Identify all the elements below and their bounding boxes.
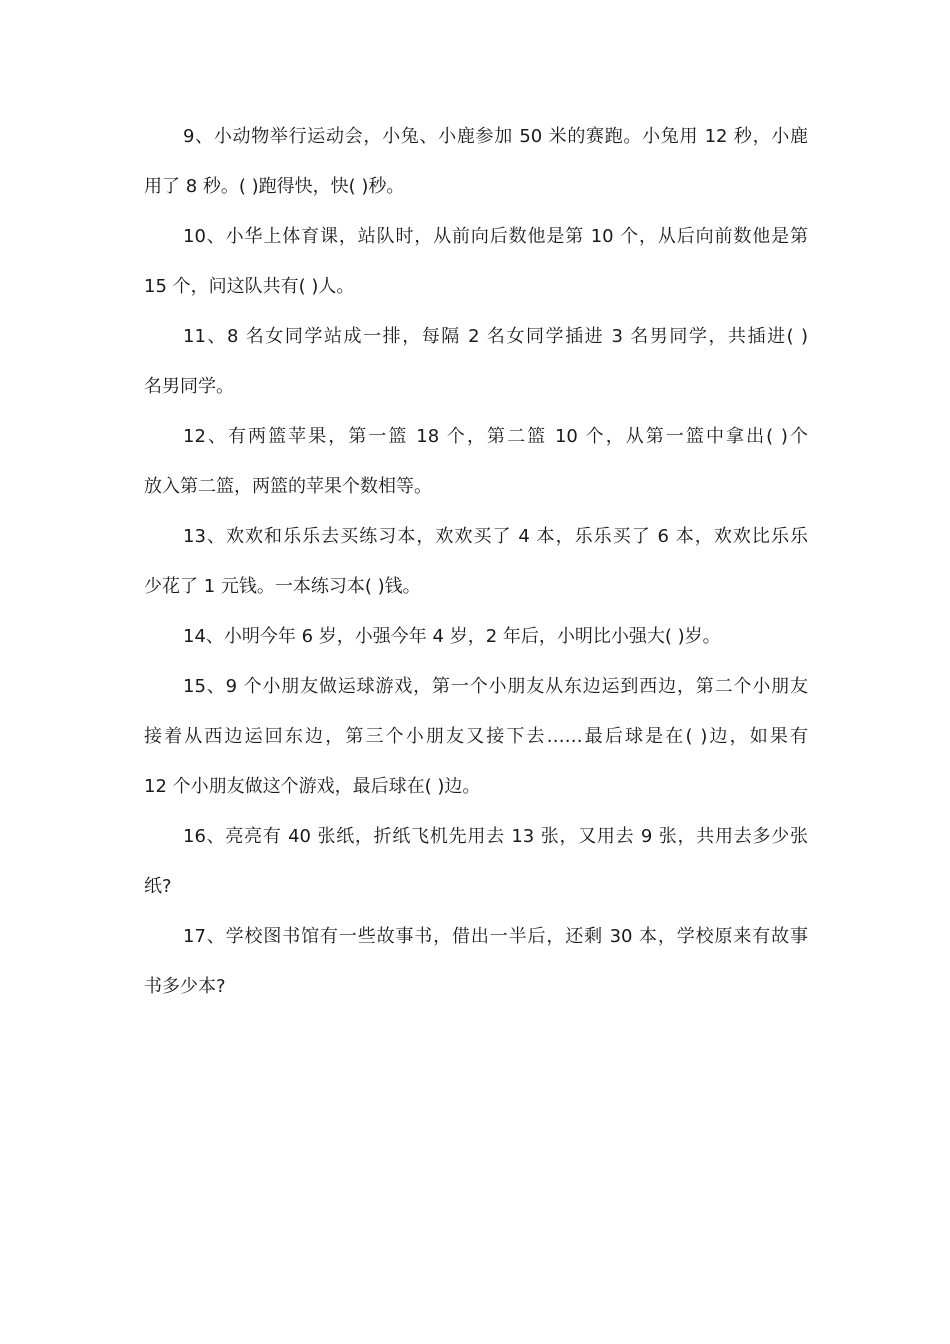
question-list xyxy=(144,112,808,1012)
question-text-line: 14、小明今年 6 岁，小强今年 4 岁，2 年后，小明比小强大( )岁。 xyxy=(183,626,721,647)
question-11 xyxy=(144,312,808,412)
question-text-line: 名男同学。 xyxy=(144,376,234,397)
question-text-line: 接着从西边运回东边，第三个小朋友又接下去……最后球是在( )边，如果有 xyxy=(144,726,808,747)
question-13 xyxy=(144,512,808,612)
question-12 xyxy=(144,412,808,512)
question-text-line: 16、亮亮有 40 张纸，折纸飞机先用去 13 张，又用去 9 张，共用去多少张 xyxy=(183,826,808,847)
question-text-line: 12 个小朋友做这个游戏，最后球在( )边。 xyxy=(144,776,481,797)
question-text-line: 放入第二篮，两篮的苹果个数相等。 xyxy=(144,476,432,497)
question-text-line: 15、9 个小朋友做运球游戏，第一个小朋友从东边运到西边，第二个小朋友 xyxy=(183,676,808,697)
question-16 xyxy=(144,812,808,912)
question-text-line: 17、学校图书馆有一些故事书，借出一半后，还剩 30 本，学校原来有故事 xyxy=(183,926,808,947)
question-text-line: 纸? xyxy=(144,876,172,897)
question-15 xyxy=(144,662,808,812)
question-text-line: 书多少本? xyxy=(144,976,226,997)
question-text-line: 15 个，问这队共有( )人。 xyxy=(144,276,355,297)
question-10 xyxy=(144,212,808,312)
question-text-line: 用了 8 秒。( )跑得快，快( )秒。 xyxy=(144,176,405,197)
question-14 xyxy=(144,612,808,662)
question-text-line: 11、8 名女同学站成一排，每隔 2 名女同学插进 3 名男同学，共插进( ) xyxy=(183,326,808,347)
question-text-line: 10、小华上体育课，站队时，从前向后数他是第 10 个，从后向前数他是第 xyxy=(183,226,808,247)
question-9 xyxy=(144,112,808,212)
question-text-line: 9、小动物举行运动会，小兔、小鹿参加 50 米的赛跑。小兔用 12 秒，小鹿 xyxy=(183,126,808,147)
question-17 xyxy=(144,912,808,1012)
question-text-line: 少花了 1 元钱。一本练习本( )钱。 xyxy=(144,576,421,597)
question-text-line: 12、有两篮苹果，第一篮 18 个，第二篮 10 个，从第一篮中拿出( )个 xyxy=(183,426,808,447)
question-text-line: 13、欢欢和乐乐去买练习本，欢欢买了 4 本，乐乐买了 6 本，欢欢比乐乐 xyxy=(183,526,808,547)
